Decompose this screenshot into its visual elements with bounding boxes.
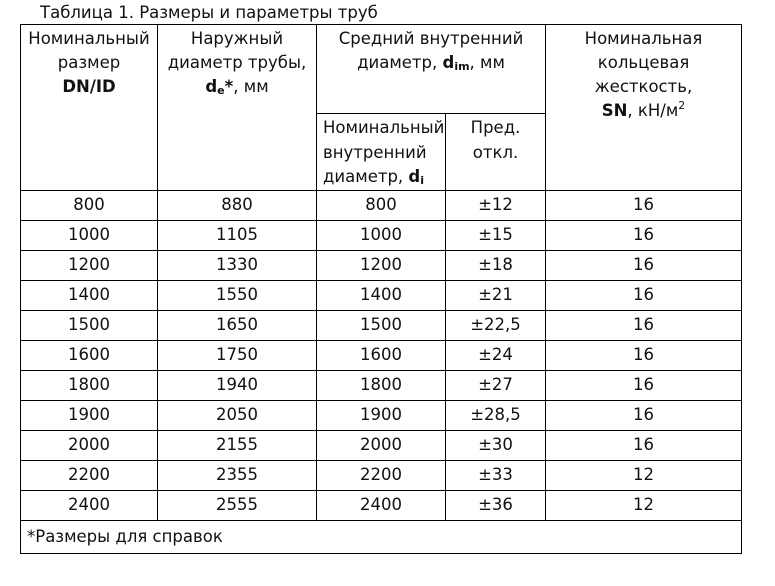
table-row <box>21 340 742 370</box>
cell-sn: 16 <box>546 220 742 250</box>
cell-di: 1600 <box>317 340 446 370</box>
header-outer-diameter-star: * <box>224 77 234 96</box>
cell-di: 2200 <box>317 460 446 490</box>
cell-dn: 2400 <box>21 490 158 520</box>
cell-tol: ±27 <box>446 370 546 400</box>
cell-sn: 16 <box>546 250 742 280</box>
header-outer-diameter-symbol: d <box>205 77 218 96</box>
cell-di: 1400 <box>317 280 446 310</box>
table-row <box>21 250 742 280</box>
header-ring-stiffness-line3: жесткость, <box>594 77 693 96</box>
header-nominal-inner-diameter <box>317 114 446 191</box>
cell-dn: 1500 <box>21 310 158 340</box>
table-row <box>21 220 742 250</box>
cell-sn: 16 <box>546 400 742 430</box>
cell-tol: ±30 <box>446 430 546 460</box>
header-nominal-inner-diameter-line2: внутренний <box>323 142 427 162</box>
table-row <box>21 280 742 310</box>
cell-di: 1800 <box>317 370 446 400</box>
header-outer-diameter-unit: , мм <box>233 77 269 96</box>
cell-tol: ±22,5 <box>446 310 546 340</box>
cell-dn: 1800 <box>21 370 158 400</box>
table-row <box>21 490 742 520</box>
cell-sn: 12 <box>546 460 742 490</box>
header-row-top <box>21 25 742 114</box>
header-ring-stiffness <box>546 25 742 191</box>
cell-de: 2355 <box>158 460 317 490</box>
cell-di: 2400 <box>317 490 446 520</box>
header-nominal-size <box>21 25 158 191</box>
header-mean-inner-diameter-line1: Средний внутренний <box>338 29 524 48</box>
header-nominal-size-line1: Номинальный <box>28 29 150 48</box>
table-row <box>21 430 742 460</box>
cell-tol: ±24 <box>446 340 546 370</box>
header-nominal-size-code: DN/ID <box>62 77 116 96</box>
header-outer-diameter-subscript: e <box>217 84 225 97</box>
cell-dn: 2200 <box>21 460 158 490</box>
cell-di: 800 <box>317 190 446 220</box>
cell-sn: 12 <box>546 490 742 520</box>
cell-tol: ±18 <box>446 250 546 280</box>
cell-tol: ±15 <box>446 220 546 250</box>
header-mean-inner-diameter-subscript: im <box>454 60 470 73</box>
header-outer-diameter <box>158 25 317 191</box>
header-nominal-inner-diameter-symbol: d <box>408 167 421 186</box>
cell-de: 1550 <box>158 280 317 310</box>
table-row <box>21 460 742 490</box>
cell-dn: 1000 <box>21 220 158 250</box>
header-outer-diameter-line1: Наружный <box>190 29 284 48</box>
header-mean-inner-diameter-prefix: диаметр, <box>357 53 443 72</box>
header-outer-diameter-line2: диаметр трубы, <box>167 53 307 72</box>
cell-di: 1500 <box>317 310 446 340</box>
cell-sn: 16 <box>546 370 742 400</box>
cell-dn: 1900 <box>21 400 158 430</box>
cell-di: 1900 <box>317 400 446 430</box>
cell-de: 1750 <box>158 340 317 370</box>
header-ring-stiffness-line2: кольцевая <box>597 53 690 72</box>
cell-dn: 1400 <box>21 280 158 310</box>
cell-tol: ±21 <box>446 280 546 310</box>
cell-de: 2555 <box>158 490 317 520</box>
cell-sn: 16 <box>546 430 742 460</box>
header-tolerance-line1: Пред. <box>470 118 521 137</box>
table-caption: Таблица 1. Размеры и параметры труб <box>40 3 378 22</box>
header-ring-stiffness-symbol: SN <box>601 101 628 120</box>
cell-de: 2050 <box>158 400 317 430</box>
header-nominal-size-line2: размер <box>57 53 121 72</box>
cell-di: 1200 <box>317 250 446 280</box>
cell-tol: ±28,5 <box>446 400 546 430</box>
header-nominal-inner-diameter-prefix: диаметр, <box>323 167 409 186</box>
header-tolerance <box>446 114 546 191</box>
cell-de: 880 <box>158 190 317 220</box>
header-nominal-inner-diameter-line1: Номинальный <box>323 118 445 137</box>
cell-dn: 1200 <box>21 250 158 280</box>
header-ring-stiffness-line1: Номинальная <box>584 29 703 48</box>
cell-sn: 16 <box>546 340 742 370</box>
cell-di: 1000 <box>317 220 446 250</box>
header-mean-inner-diameter <box>317 25 546 114</box>
table-row <box>21 310 742 340</box>
cell-de: 1330 <box>158 250 317 280</box>
header-ring-stiffness-unit: , кН/м <box>627 101 679 120</box>
header-mean-inner-diameter-symbol: d <box>442 53 455 72</box>
cell-sn: 16 <box>546 190 742 220</box>
table-row <box>21 190 742 220</box>
footnote: *Размеры для справок <box>21 520 742 553</box>
footnote-row <box>21 520 742 553</box>
cell-tol: ±12 <box>446 190 546 220</box>
cell-dn: 2000 <box>21 430 158 460</box>
table-row <box>21 370 742 400</box>
cell-tol: ±33 <box>446 460 546 490</box>
cell-de: 1650 <box>158 310 317 340</box>
cell-dn: 1600 <box>21 340 158 370</box>
cell-sn: 16 <box>546 280 742 310</box>
cell-sn: 16 <box>546 310 742 340</box>
cell-de: 2155 <box>158 430 317 460</box>
header-nominal-inner-diameter-subscript: i <box>420 174 425 187</box>
cell-de: 1105 <box>158 220 317 250</box>
header-ring-stiffness-superscript: 2 <box>678 99 686 112</box>
header-tolerance-line2: откл. <box>472 142 519 162</box>
pipe-dimensions-table <box>20 24 742 554</box>
cell-di: 2000 <box>317 430 446 460</box>
table-row <box>21 400 742 430</box>
cell-tol: ±36 <box>446 490 546 520</box>
cell-dn: 800 <box>21 190 158 220</box>
header-mean-inner-diameter-unit: , мм <box>469 53 505 72</box>
cell-de: 1940 <box>158 370 317 400</box>
